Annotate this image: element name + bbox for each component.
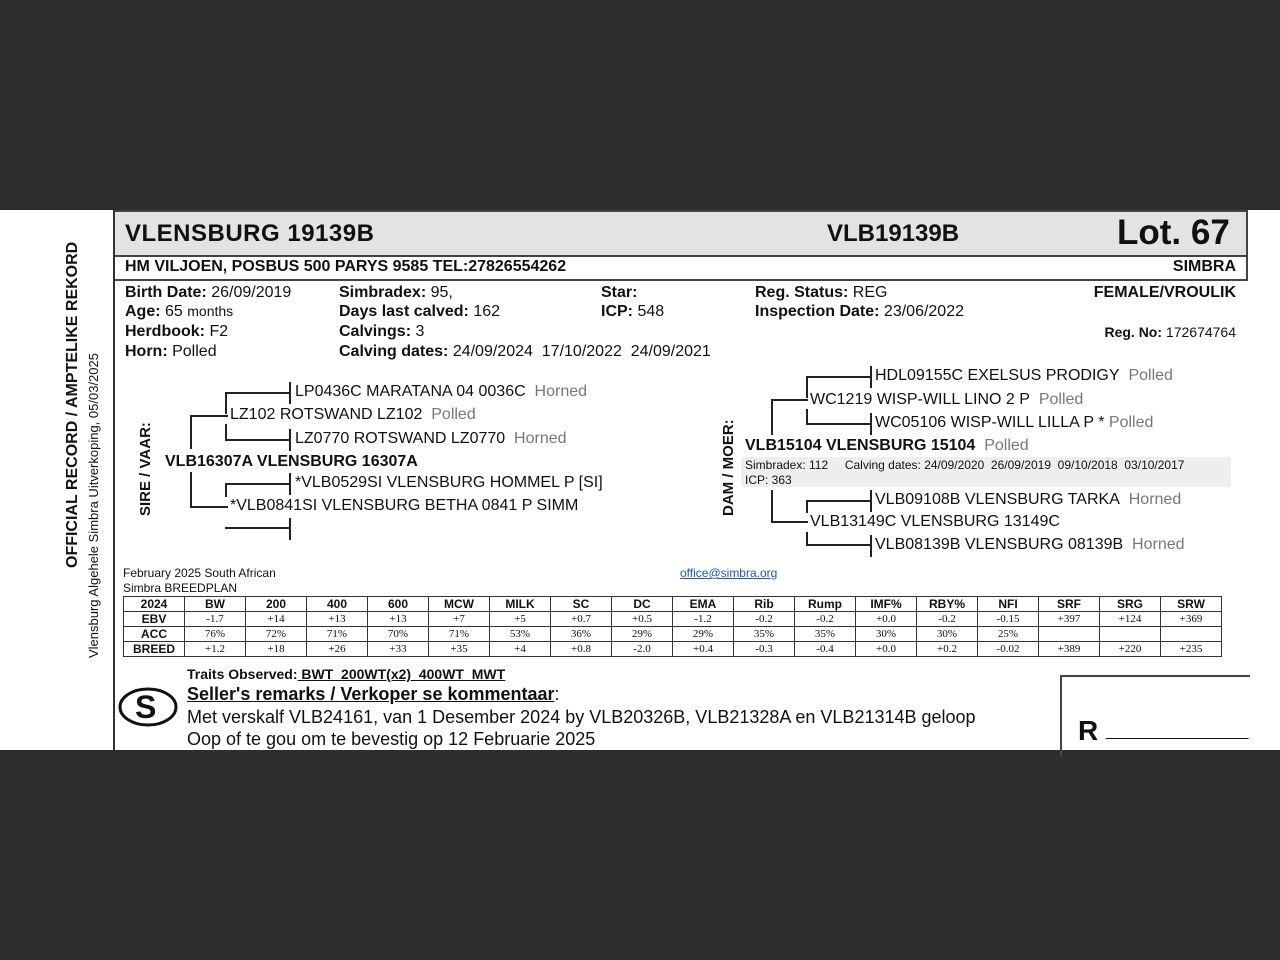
ebv-cell: +33 xyxy=(368,642,429,657)
ebv-cell: -0.02 xyxy=(978,642,1039,657)
ebv-cell: +397 xyxy=(1039,612,1100,627)
ebv-header-row xyxy=(124,597,1222,612)
breedplan-line2: Simbra BREEDPLAN xyxy=(123,581,238,595)
ebv-cell: +0.8 xyxy=(551,642,612,657)
breed-name: SIMBRA xyxy=(1172,258,1236,275)
ebv-cell: -0.2 xyxy=(917,612,978,627)
sire-label: SIRE / VAAR: xyxy=(137,422,154,516)
ebv-cell: -2.0 xyxy=(612,642,673,657)
dam-info-box xyxy=(741,457,1231,487)
calving-dates: Calving dates: 24/09/2024 17/10/2022 24/09/2021 xyxy=(339,343,711,360)
tree-line xyxy=(870,413,872,435)
tree-line xyxy=(289,429,291,451)
ebv-cell: -0.2 xyxy=(795,612,856,627)
reg-no: Reg. No: 172674764 xyxy=(1104,324,1236,340)
owner-address: HM VILJOEN, POSBUS 500 PARYS 9585 TEL:27826554262 xyxy=(125,258,567,275)
ebv-cell: 30% xyxy=(917,627,978,642)
dam-sire: WC1219 WISP-WILL LINO 2 P Polled xyxy=(810,391,1084,408)
traits-observed: Traits Observed: BWT 200WT(x2) 400WT MWT xyxy=(187,666,506,682)
sex: FEMALE/VROULIK xyxy=(1093,284,1236,301)
ebv-cell: +18 xyxy=(246,642,307,657)
ebv-header-rby-pct: RBY% xyxy=(917,597,978,612)
sire-dam: *VLB0841SI VLENSBURG BETHA 0841 P SIMM xyxy=(230,497,579,514)
ebv-header-200: 200 xyxy=(246,597,307,612)
ebv-header-600: 600 xyxy=(368,597,429,612)
icp: ICP: 548 xyxy=(601,303,665,320)
sire-dam-sire: *VLB0529SI VLENSBURG HOMMEL P [SI] xyxy=(295,474,603,491)
tree-line xyxy=(806,500,808,513)
dam-dam-sire: VLB09108B VLENSBURG TARKA Horned xyxy=(875,491,1182,508)
ebv-header-mcw: MCW xyxy=(429,597,490,612)
tree-line xyxy=(806,500,872,502)
sire-sire-dam: LZ0770 ROTSWAND LZ0770 Horned xyxy=(295,430,567,447)
ebv-row-ebv xyxy=(124,612,1222,627)
tree-line xyxy=(190,472,192,507)
tree-line xyxy=(225,483,227,497)
ebv-table xyxy=(123,596,1222,657)
sire-name: VLB16307A VLENSBURG 16307A xyxy=(165,453,418,470)
ebv-cell: -1.7 xyxy=(185,612,246,627)
email-link[interactable]: office@simbra.org xyxy=(680,566,778,580)
reg-status: Reg. Status: REG xyxy=(755,284,888,301)
dam-dam: VLB13149C VLENSBURG 13149C xyxy=(810,513,1060,530)
tree-line xyxy=(225,439,291,441)
ebv-row-label: BREED xyxy=(124,642,185,657)
animal-name: VLENSBURG 19139B xyxy=(125,220,375,247)
sire-sire-sire: LP0436C MARATANA 04 0036C Horned xyxy=(295,383,588,400)
ebv-cell: +220 xyxy=(1100,642,1161,657)
ebv-cell: +0.5 xyxy=(612,612,673,627)
tree-line xyxy=(771,521,808,523)
tree-line xyxy=(870,490,872,512)
tree-line xyxy=(225,392,291,394)
ebv-cell: +369 xyxy=(1161,612,1222,627)
ebv-cell: 30% xyxy=(856,627,917,642)
ebv-cell: +0.0 xyxy=(856,642,917,657)
ebv-cell: -0.3 xyxy=(734,642,795,657)
inspection-date: Inspection Date: 23/06/2022 xyxy=(755,303,964,320)
ebv-cell xyxy=(1161,627,1222,642)
remarks-line1: Met verskalf VLB24161, van 1 Desember 2024 by VLB20326B, VLB21328A en VLB21314B geloop xyxy=(187,707,976,727)
ebv-cell: 72% xyxy=(246,627,307,642)
simbra-logo xyxy=(115,682,185,732)
star: Star: xyxy=(601,284,638,301)
ebv-cell: 70% xyxy=(368,627,429,642)
tree-line xyxy=(771,399,773,435)
ebv-header-srf: SRF xyxy=(1039,597,1100,612)
ebv-cell: +0.7 xyxy=(551,612,612,627)
birth-date: Birth Date: 26/09/2019 xyxy=(125,284,292,301)
ebv-header-400: 400 xyxy=(307,597,368,612)
tree-line xyxy=(771,399,808,401)
dam-label: DAM / MOER: xyxy=(720,419,737,516)
ebv-row-breed xyxy=(124,642,1222,657)
record-frame xyxy=(113,210,1248,750)
ebv-cell xyxy=(1039,627,1100,642)
tree-line xyxy=(190,506,228,508)
ebv-cell: +389 xyxy=(1039,642,1100,657)
ebv-cell: +124 xyxy=(1100,612,1161,627)
ebv-row-label: ACC xyxy=(124,627,185,642)
ebv-cell: 35% xyxy=(734,627,795,642)
dam-info-line2: ICP: 363 xyxy=(745,473,792,487)
age: Age: 65 months xyxy=(125,303,234,320)
ebv-cell: +235 xyxy=(1161,642,1222,657)
ebv-header-srw: SRW xyxy=(1161,597,1222,612)
dam-dam-dam: VLB08139B VLENSBURG 08139B Horned xyxy=(875,536,1185,553)
ebv-row-acc xyxy=(124,627,1222,642)
days-last-calved: Days last calved: 162 xyxy=(339,303,501,320)
tree-line xyxy=(870,366,872,388)
title-bar xyxy=(115,210,1248,257)
ebv-header-dc: DC xyxy=(612,597,673,612)
ebv-cell: +13 xyxy=(307,612,368,627)
ebv-cell: +35 xyxy=(429,642,490,657)
auction-label: Vlensburg Algehele Simbra Uitverkoping, 05/03/2025 xyxy=(86,353,101,658)
tree-line xyxy=(806,376,872,378)
simbradex: Simbradex: 95, xyxy=(339,284,453,301)
ebv-cell: -0.2 xyxy=(734,612,795,627)
ebv-cell: +0.2 xyxy=(917,642,978,657)
tree-line xyxy=(289,473,291,495)
tree-line xyxy=(190,415,228,417)
ebv-header-sc: SC xyxy=(551,597,612,612)
ebv-cell: 76% xyxy=(185,627,246,642)
ebv-cell: 29% xyxy=(673,627,734,642)
ebv-cell: -0.4 xyxy=(795,642,856,657)
ebv-cell: +0.4 xyxy=(673,642,734,657)
sellers-remarks-title: Seller's remarks / Verkoper se kommentaar: xyxy=(187,684,560,704)
tree-line xyxy=(806,544,872,546)
ebv-cell: 71% xyxy=(429,627,490,642)
dam-name: VLB15104 VLENSBURG 15104 Polled xyxy=(745,437,1029,454)
ebv-cell: 71% xyxy=(307,627,368,642)
ebv-cell: +0.0 xyxy=(856,612,917,627)
ebv-row-label: EBV xyxy=(124,612,185,627)
ebv-cell: +14 xyxy=(246,612,307,627)
side-panel xyxy=(0,210,110,750)
ebv-cell: -0.15 xyxy=(978,612,1039,627)
remarks-line2: Oop of te gou om te bevestig op 12 Februarie 2025 xyxy=(187,729,596,749)
dam-sire-sire: HDL09155C EXELSUS PRODIGY Polled xyxy=(875,367,1173,384)
official-record-label: OFFICIAL RECORD / AMPTELIKE REKORD xyxy=(64,241,81,568)
ebv-cell: 25% xyxy=(978,627,1039,642)
tree-line xyxy=(225,483,291,485)
ebv-cell: 53% xyxy=(490,627,551,642)
lot-card xyxy=(0,210,1280,750)
ebv-cell: +7 xyxy=(429,612,490,627)
breedplan-line1: February 2025 South African xyxy=(123,566,276,580)
ebv-cell: +13 xyxy=(368,612,429,627)
ebv-header-rib: Rib xyxy=(734,597,795,612)
ebv-cell: 29% xyxy=(612,627,673,642)
tree-line xyxy=(870,535,872,557)
ebv-cell: +1.2 xyxy=(185,642,246,657)
tree-line xyxy=(289,382,291,404)
herdbook: Herdbook: F2 xyxy=(125,323,229,340)
ebv-header-rump: Rump xyxy=(795,597,856,612)
ebv-header-imf-pct: IMF% xyxy=(856,597,917,612)
ebv-cell: +5 xyxy=(490,612,551,627)
ebv-header-srg: SRG xyxy=(1100,597,1161,612)
ebv-cell: 35% xyxy=(795,627,856,642)
tree-line xyxy=(806,423,872,425)
ebv-cell: +26 xyxy=(307,642,368,657)
tree-line xyxy=(225,424,227,440)
svg-text:S: S xyxy=(135,689,157,725)
tree-line xyxy=(289,518,291,540)
price-symbol: R xyxy=(1078,715,1099,746)
ebv-cell: -1.2 xyxy=(673,612,734,627)
ebv-year-header: 2024 xyxy=(124,597,185,612)
ebv-cell: +4 xyxy=(490,642,551,657)
price-box[interactable] xyxy=(1060,675,1250,757)
dam-sire-dam: WC05106 WISP-WILL LILLA P * Polled xyxy=(875,414,1154,431)
price-blank: ________________ xyxy=(1106,723,1249,740)
ebv-header-ema: EMA xyxy=(673,597,734,612)
calvings: Calvings: 3 xyxy=(339,323,425,340)
horn: Horn: Polled xyxy=(125,343,217,360)
tree-line xyxy=(806,409,808,424)
tree-line xyxy=(225,392,227,414)
dam-info-line1: Simbradex: 112 Calving dates: 24/09/2020 26/09/2019 09/10/2018 03/10/2017 xyxy=(745,458,1185,472)
sire-sire: LZ102 ROTSWAND LZ102 Polled xyxy=(230,406,476,423)
ebv-cell: 36% xyxy=(551,627,612,642)
owner-bar xyxy=(115,255,1248,281)
tree-line xyxy=(190,415,192,449)
tree-line xyxy=(806,376,808,398)
tree-line xyxy=(771,490,773,522)
tree-line xyxy=(225,527,291,529)
lot-number: Lot. 67 xyxy=(1117,213,1230,252)
ebv-header-bw: BW xyxy=(185,597,246,612)
ebv-header-milk: MILK xyxy=(490,597,551,612)
ebv-header-nfi: NFI xyxy=(978,597,1039,612)
ebv-cell xyxy=(1100,627,1161,642)
animal-code: VLB19139B xyxy=(827,220,960,247)
